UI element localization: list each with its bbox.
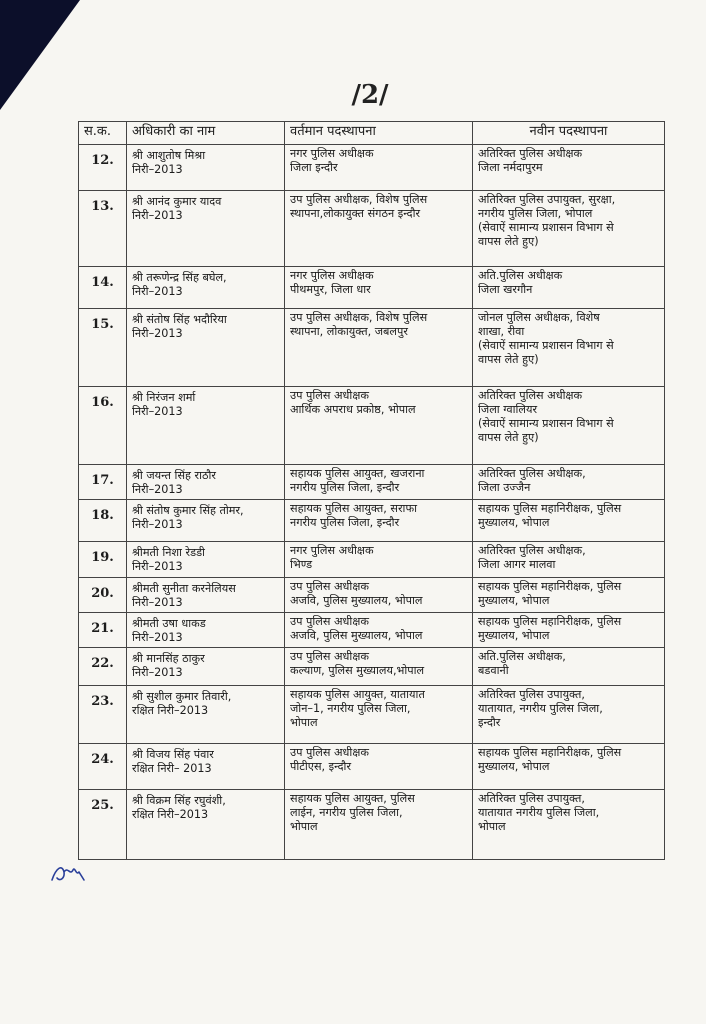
current-posting-cell [285,387,473,465]
current-posting-line: भोपाल [290,820,318,833]
current-posting-line: जिला इन्दौर [290,161,338,174]
officer-name: श्री विक्रम सिंह रघुवंशी, [132,794,226,807]
page-number: /2/ [351,80,389,110]
header-officer-name: अधिकारी का नाम [127,122,285,145]
scan-corner-shadow [0,0,80,110]
new-posting-line: यातायात नगरीय पुलिस जिला, [478,806,600,819]
serial-number: 24. [79,744,127,790]
new-posting-cell [473,145,665,191]
new-posting-line: सहायक पुलिस महानिरीक्षक, पुलिस [478,746,622,759]
new-posting-line: (सेवाऐं सामान्य प्रशासन विभाग से [478,339,614,352]
serial-number: 14. [79,267,127,309]
officer-cell [127,309,285,387]
current-posting-line: उप पुलिस अधीक्षक [290,580,369,593]
table-row [79,387,665,465]
officer-name: श्री आशुतोष मिश्रा [132,149,206,162]
officer-rank: निरी–2013 [132,285,183,298]
new-posting-line: (सेवाऐं सामान्य प्रशासन विभाग से [478,221,614,234]
serial-number: 25. [79,790,127,860]
table-row [79,500,665,542]
table-row [79,145,665,191]
serial-number: 20. [79,578,127,613]
current-posting-cell [285,578,473,613]
officer-name: श्री विजय सिंह पंवार [132,748,214,761]
header-serial: स.क. [79,122,127,145]
new-posting-line: मुख्यालय, भोपाल [478,516,550,529]
officer-name: श्री निरंजन शर्मा [132,391,196,404]
table-row [79,686,665,744]
officer-cell [127,744,285,790]
new-posting-line: अति.पुलिस अधीक्षक, [478,650,566,663]
serial-number: 21. [79,613,127,648]
officer-cell [127,465,285,500]
new-posting-line: जिला नर्मदापुरम [478,161,543,174]
officer-rank: रक्षित निरी–2013 [132,704,209,717]
current-posting-line: पीथमपुर, जिला धार [290,283,371,296]
officer-cell [127,542,285,578]
table-row [79,465,665,500]
new-posting-line: जिला आगर मालवा [478,558,556,571]
new-posting-line: जोनल पुलिस अधीक्षक, विशेष [478,311,600,324]
new-posting-line: (सेवाऐं सामान्य प्रशासन विभाग से [478,417,614,430]
new-posting-line: वापस लेते हुए) [478,235,539,248]
table-row [79,542,665,578]
officer-rank: निरी–2013 [132,596,183,609]
current-posting-cell [285,500,473,542]
current-posting-line: अजवि, पुलिस मुख्यालय, भोपाल [290,594,423,607]
current-posting-line: सहायक पुलिस आयुक्त, खजराना [290,467,425,480]
new-posting-line: अतिरिक्त पुलिस अधीक्षक [478,389,583,402]
officer-cell [127,145,285,191]
current-posting-line: नगरीय पुलिस जिला, इन्दौर [290,516,400,529]
current-posting-line: लाईन, नगरीय पुलिस जिला, [290,806,403,819]
current-posting-cell [285,191,473,267]
new-posting-line: मुख्यालय, भोपाल [478,629,550,642]
current-posting-line: सहायक पुलिस आयुक्त, यातायात [290,688,425,701]
new-posting-line: जिला ग्वालियर [478,403,538,416]
current-posting-line: सहायक पुलिस आयुक्त, पुलिस [290,792,415,805]
current-posting-line: नगर पुलिस अधीक्षक [290,147,374,160]
current-posting-cell [285,613,473,648]
serial-number: 22. [79,648,127,686]
current-posting-line: उप पुलिस अधीक्षक, विशेष पुलिस [290,311,428,324]
current-posting-line: उप पुलिस अधीक्षक [290,389,369,402]
current-posting-line: नगरीय पुलिस जिला, इन्दौर [290,481,400,494]
new-posting-line: अतिरिक्त पुलिस अधीक्षक, [478,467,586,480]
new-posting-line: अतिरिक्त पुलिस अधीक्षक [478,147,583,160]
new-posting-cell [473,465,665,500]
new-posting-line: अतिरिक्त पुलिस उपायुक्त, [478,792,585,805]
officer-rank: निरी–2013 [132,209,183,222]
current-posting-cell [285,465,473,500]
new-posting-cell [473,744,665,790]
officer-cell [127,191,285,267]
officer-name: श्री तरूणेन्द्र सिंह बघेल, [132,271,227,284]
serial-number: 23. [79,686,127,744]
table-row [79,744,665,790]
officer-rank: रक्षित निरी–2013 [132,808,209,821]
officer-cell [127,500,285,542]
header-new-posting: नवीन पदस्थापना [473,122,665,145]
new-posting-cell [473,500,665,542]
officer-cell [127,267,285,309]
table-row [79,648,665,686]
serial-number: 15. [79,309,127,387]
current-posting-line: पीटीएस, इन्दौर [290,760,352,773]
new-posting-line: यातायात, नगरीय पुलिस जिला, [478,702,603,715]
new-posting-cell [473,191,665,267]
officer-name: श्री सुशील कुमार तिवारी, [132,690,232,703]
new-posting-line: बडवानी [478,664,509,677]
current-posting-line: आर्थिक अपराध प्रकोष्ठ, भोपाल [290,403,416,416]
current-posting-line: अजवि, पुलिस मुख्यालय, भोपाल [290,629,423,642]
new-posting-line: शाखा, रीवा [478,325,525,338]
current-posting-cell [285,267,473,309]
officer-rank: निरी–2013 [132,163,183,176]
officer-cell [127,613,285,648]
new-posting-cell [473,613,665,648]
current-posting-line: भिण्ड [290,558,313,571]
initials-signature [48,858,88,888]
table-row [79,309,665,387]
current-posting-cell [285,145,473,191]
officer-name: श्रीमती निशा रेडडी [132,546,205,559]
new-posting-cell [473,542,665,578]
officer-rank: निरी–2013 [132,327,183,340]
new-posting-line: जिला खरगौन [478,283,533,296]
current-posting-cell [285,309,473,387]
officer-rank: निरी–2013 [132,560,183,573]
new-posting-line: नगरीय पुलिस जिला, भोपाल [478,207,593,220]
new-posting-line: अतिरिक्त पुलिस अधीक्षक, [478,544,586,557]
current-posting-line: नगर पुलिस अधीक्षक [290,269,374,282]
table-row [79,578,665,613]
current-posting-line: उप पुलिस अधीक्षक [290,746,369,759]
new-posting-cell [473,578,665,613]
officer-rank: निरी–2013 [132,631,183,644]
new-posting-line: जिला उज्जैन [478,481,531,494]
current-posting-cell [285,648,473,686]
officer-name: श्री संतोष कुमार सिंह तोमर, [132,504,244,517]
new-posting-line: सहायक पुलिस महानिरीक्षक, पुलिस [478,580,622,593]
current-posting-line: भोपाल [290,716,318,729]
current-posting-cell [285,542,473,578]
table-row [79,613,665,648]
new-posting-line: मुख्यालय, भोपाल [478,760,550,773]
officer-name: श्री संतोष सिंह भदौरिया [132,313,227,326]
officer-name: श्री जयन्त सिंह राठौर [132,469,216,482]
table-row [79,191,665,267]
serial-number: 17. [79,465,127,500]
officer-name: श्रीमती उषा धाकड [132,617,206,630]
new-posting-line: इन्दौर [478,716,501,729]
table-row [79,267,665,309]
new-posting-cell [473,648,665,686]
new-posting-line: अतिरिक्त पुलिस उपायुक्त, सुरक्षा, [478,193,616,206]
new-posting-cell [473,387,665,465]
new-posting-line: अतिरिक्त पुलिस उपायुक्त, [478,688,585,701]
new-posting-cell [473,309,665,387]
officer-cell [127,790,285,860]
current-posting-line: स्थापना, लोकायुक्त, जबलपुर [290,325,408,338]
table-row [79,790,665,860]
table-header-row [79,122,665,145]
officer-cell [127,686,285,744]
new-posting-cell [473,686,665,744]
new-posting-line: मुख्यालय, भोपाल [478,594,550,607]
current-posting-line: कल्याण, पुलिस मुख्यालय,भोपाल [290,664,425,677]
serial-number: 19. [79,542,127,578]
serial-number: 16. [79,387,127,465]
officer-rank: निरी–2013 [132,666,183,679]
current-posting-cell [285,790,473,860]
transfer-table [78,121,665,860]
new-posting-line: अति.पुलिस अधीक्षक [478,269,563,282]
new-posting-line: सहायक पुलिस महानिरीक्षक, पुलिस [478,615,622,628]
officer-name: श्रीमती सुनीता करनेलियस [132,582,236,595]
current-posting-cell [285,686,473,744]
officer-name: श्री आनंद कुमार यादव [132,195,222,208]
current-posting-line: जोन–1, नगरीय पुलिस जिला, [290,702,411,715]
officer-rank: निरी–2013 [132,518,183,531]
officer-name: श्री मानसिंह ठाकुर [132,652,205,665]
new-posting-cell [473,790,665,860]
current-posting-line: सहायक पुलिस आयुक्त, सराफा [290,502,417,515]
officer-rank: निरी–2013 [132,405,183,418]
serial-number: 13. [79,191,127,267]
current-posting-line: उप पुलिस अधीक्षक [290,615,369,628]
officer-cell [127,578,285,613]
new-posting-line: वापस लेते हुए) [478,353,539,366]
serial-number: 12. [79,145,127,191]
current-posting-line: उप पुलिस अधीक्षक [290,650,369,663]
new-posting-cell [473,267,665,309]
new-posting-line: भोपाल [478,820,506,833]
new-posting-line: सहायक पुलिस महानिरीक्षक, पुलिस [478,502,622,515]
officer-rank: रक्षित निरी– 2013 [132,762,212,775]
officer-cell [127,387,285,465]
current-posting-line: स्थापना,लोकायुक्त संगठन इन्दौर [290,207,421,220]
header-current-posting: वर्तमान पदस्थापना [285,122,473,145]
table-body [79,145,665,860]
serial-number: 18. [79,500,127,542]
current-posting-line: नगर पुलिस अधीक्षक [290,544,374,557]
current-posting-cell [285,744,473,790]
current-posting-line: उप पुलिस अधीक्षक, विशेष पुलिस [290,193,428,206]
officer-rank: निरी–2013 [132,483,183,496]
officer-cell [127,648,285,686]
new-posting-line: वापस लेते हुए) [478,431,539,444]
